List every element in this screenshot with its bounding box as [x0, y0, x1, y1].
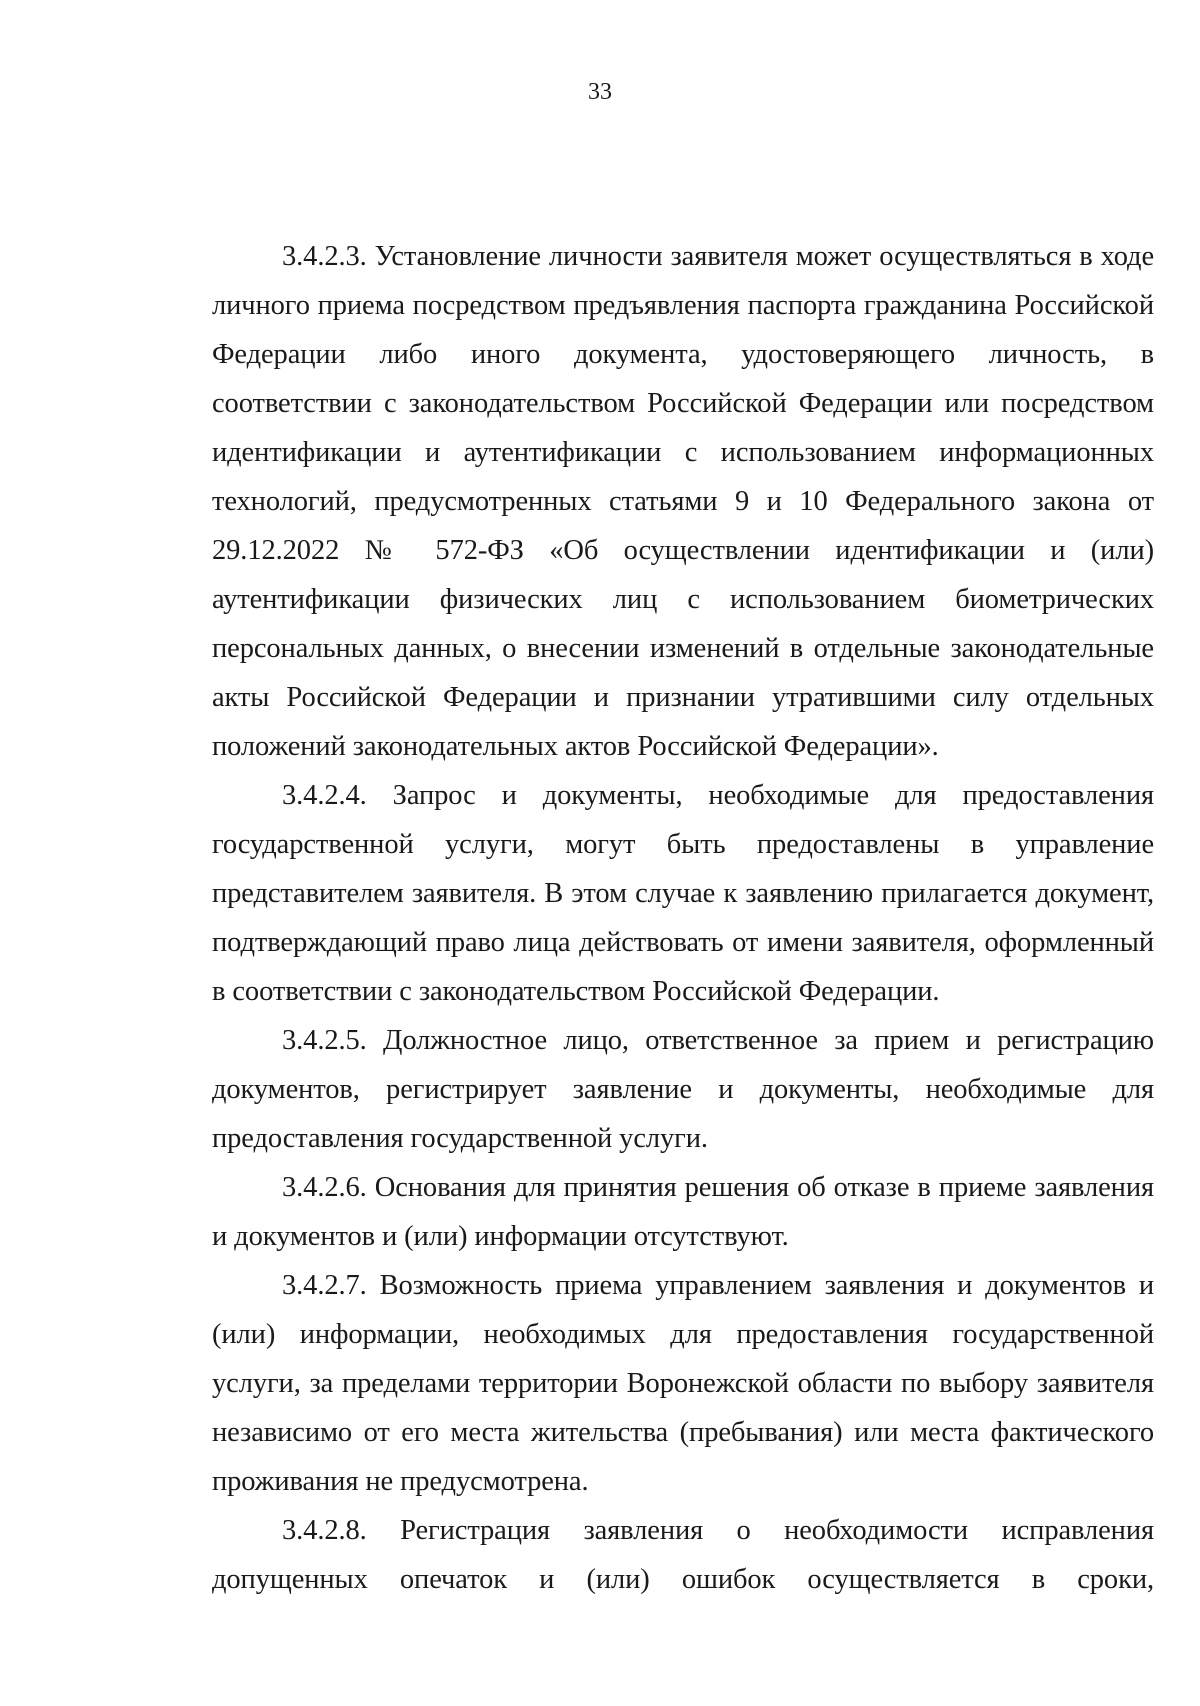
text-line: технологий, предусмотренных статьями 9 и 10 Федерального закона от [212, 486, 1154, 517]
paragraph-3-4-2-6 [212, 1163, 1154, 1261]
text-line: 3.4.2.8. Регистрация заявления о необходимости исправления [282, 1515, 1154, 1546]
text-line: документов, регистрирует заявление и документы, необходимые для [212, 1074, 1154, 1105]
text-line: 3.4.2.5. Должностное лицо, ответственное за прием и регистрацию [282, 1025, 1154, 1056]
text-line: представителем заявителя. В этом случае к заявлению прилагается документ, [212, 878, 1154, 909]
text-line: идентификации и аутентификации с использованием информационных [212, 437, 1154, 468]
text-line: в соответствии с законодательством Российской Федерации. [212, 976, 940, 1007]
text-line: 3.4.2.4. Запрос и документы, необходимые для предоставления [282, 780, 1154, 811]
text-line: и документов и (или) информации отсутствуют. [212, 1221, 789, 1252]
text-line: личного приема посредством предъявления паспорта гражданина Российской [212, 290, 1154, 321]
paragraph-3-4-2-5 [212, 1016, 1154, 1163]
text-line: соответствии с законодательством Российской Федерации или посредством [212, 388, 1154, 419]
text-line: 3.4.2.3. Установление личности заявителя может осуществляться в ходе [282, 241, 1154, 272]
text-line: 3.4.2.7. Возможность приема управлением заявления и документов и [282, 1270, 1154, 1301]
paragraph-3-4-2-3 [212, 232, 1154, 771]
text-line: акты Российской Федерации и признании утратившими силу отдельных [212, 682, 1154, 713]
text-line: проживания не предусмотрена. [212, 1466, 589, 1497]
text-line: предоставления государственной услуги. [212, 1123, 708, 1154]
text-line: персональных данных, о внесении изменений в отдельные законодательные [212, 633, 1154, 664]
text-line: положений законодательных актов Российской Федерации». [212, 731, 939, 762]
text-line: независимо от его места жительства (пребывания) или места фактического [212, 1417, 1154, 1448]
paragraph-3-4-2-7 [212, 1261, 1154, 1506]
text-line: 3.4.2.6. Основания для принятия решения об отказе в приеме заявления [282, 1172, 1154, 1203]
text-line: аутентификации физических лиц с использованием биометрических [212, 584, 1154, 615]
text-line: (или) информации, необходимых для предоставления государственной [212, 1319, 1154, 1350]
text-line: Федерации либо иного документа, удостоверяющего личность, в [212, 339, 1154, 370]
text-line: 29.12.2022 № 572-ФЗ «Об осуществлении идентификации и (или) [212, 535, 1154, 566]
page-number: 33 [588, 79, 612, 105]
text-line: допущенных опечаток и (или) ошибок осуществляется в сроки, [212, 1564, 1154, 1595]
paragraph-3-4-2-8 [212, 1506, 1154, 1604]
text-line: услуги, за пределами территории Воронежской области по выбору заявителя [212, 1368, 1154, 1399]
text-line: подтверждающий право лица действовать от имени заявителя, оформленный [212, 927, 1154, 958]
document-body [212, 232, 1154, 1604]
paragraph-3-4-2-4 [212, 771, 1154, 1016]
text-line: государственной услуги, могут быть предоставлены в управление [212, 829, 1154, 860]
